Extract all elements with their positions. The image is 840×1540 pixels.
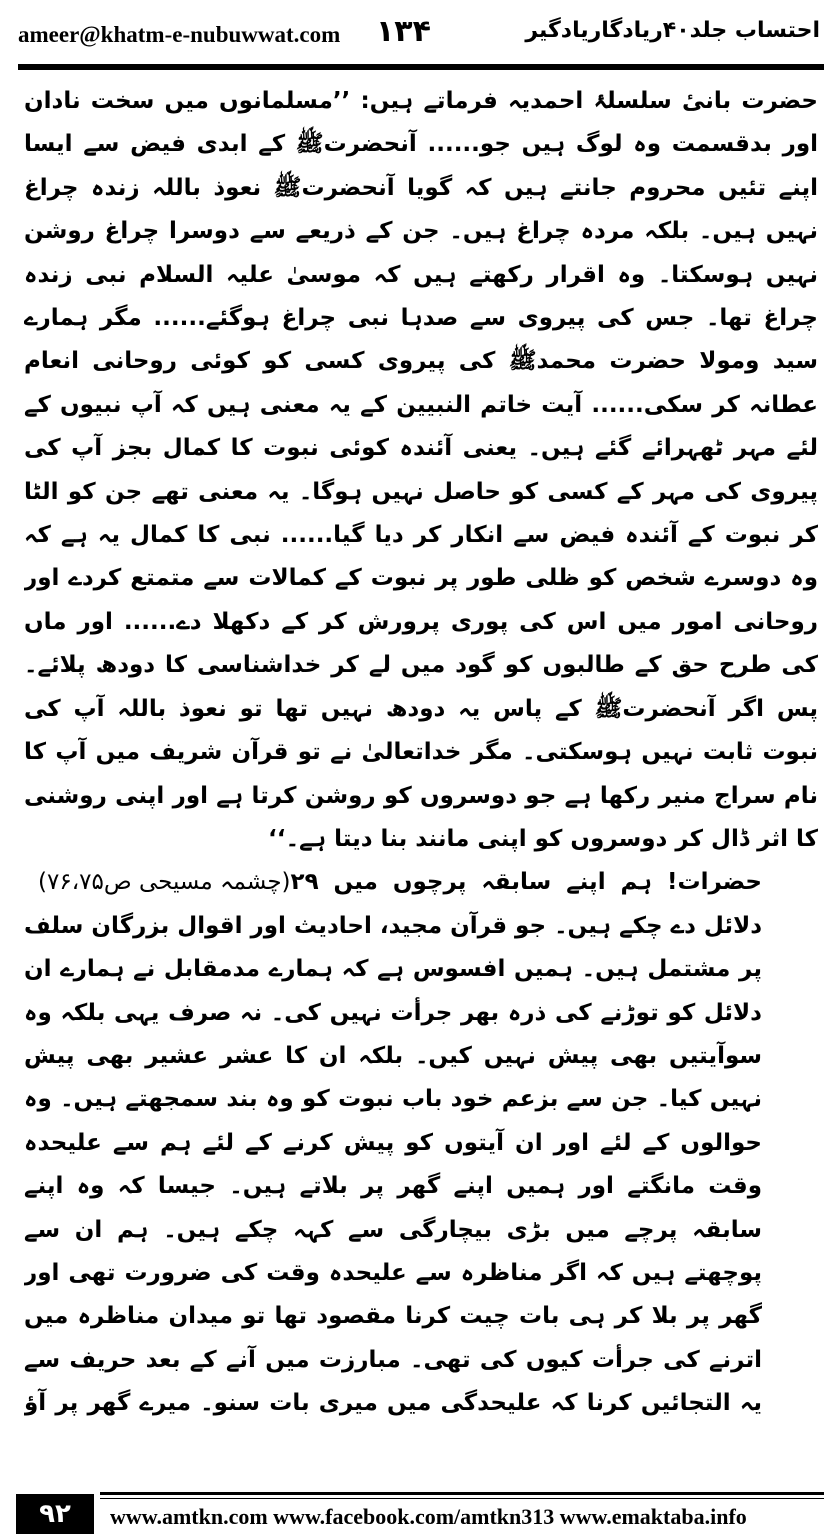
header-email: ameer@khatm-e-nubuwwat.com xyxy=(18,22,341,47)
page-footer xyxy=(0,1492,840,1540)
footer-rule xyxy=(100,1492,824,1495)
argument-paragraph: حضرات! ہم اپنے سابقہ پرچوں میں ۲۹ دلائل دے چکے ہیں۔ جو قرآن مجید، احادیث اور اقوال بزرگان سلف پر مشتمل ہیں۔ ہمیں افسوس ہے کہ ہمارے مدمقابل نے ہمارے ان دلائل کو توڑنے کی ذرہ بھر جرأت نہیں کی۔ نہ صرف یہی بلکہ وہ سوآیتیں بھی پیش نہیں کیں۔ بلکہ ان کا عشر عشیر بھی پیش نہیں کیا۔ جن سے بزعم خود باب نبوت کو وہ بند سمجھتے ہیں۔ وہ حوالوں کے لئے اور ان آیتوں کو پیش کرنے کے لئے ہم سے علیحدہ وقت مانگتے اور ہمیں اپنے گھر پر بلاتے ہیں۔ جیسا کہ وہ اپنے سابقہ پرچے میں بڑی بیچارگی سے کہہ چکے ہیں۔ ہم ان سے پوچھتے ہیں کہ اگر مناظرہ سے علیحدہ وقت کی ضرورت تھی اور گھر پر بلا کر ہی بات چیت کرنا مقصود تھا تو میدان مناظرہ میں اترنے کی جرأت کیوں کی تھی۔ مبارزت میں آنے کے بعد حریف سے یہ التجائیں کرنا کہ علیحدگی میں میری بات سنو۔ میرے گھر پر آؤ xyxy=(24,869,762,1417)
page-body xyxy=(24,80,818,1420)
footer-page-number: ۹۲ xyxy=(16,1494,94,1534)
quote-reference: (چشمہ مسیحی ص۷۶،۷۵) xyxy=(38,869,291,896)
header-page-number: ۱۳۴ xyxy=(376,14,431,49)
quote-paragraph xyxy=(24,80,818,896)
quote-text: حضرت بانیٔ سلسلۂ احمدیہ فرماتے ہیں: ’’مسلمانوں میں سخت نادان اور بدقسمت وہ لوگ ہیں جو...... آنحضرتﷺ کے ابدی فیض سے ایسا اپنے تئیں محروم جانتے ہیں کہ گویا آنحضرتﷺ نعوذ باللہ زندہ چراغ نہیں ہیں۔ بلکہ مردہ چراغ ہیں۔ جن کے ذریعے سے دوسرا چراغ روشن نہیں ہوسکتا۔ وہ اقرار رکھتے ہیں کہ موسیٰ علیہ السلام نبی زندہ چراغ تھا۔ جس کی پیروی سے صدہا نبی چراغ ہوگئے...... مگر ہمارے سید ومولا حضرت محمدﷺ کی پیروی کسی کو کوئی روحانی انعام عطانہ کر سکی...... آیت خاتم النبیین کے یہ معنی ہیں کہ آپ نبیوں کے لئے مہر ٹھہرائے گئے ہیں۔ یعنی آئندہ کوئی نبوت کا کمال بجز آپ کی پیروی کی مہر کے کسی کو حاصل نہیں ہوگا۔ یہ معنی تھے جن کو الٹا کر نبوت کے آئندہ فیض سے انکار کر دیا گیا...... نبی کا کمال یہ ہے کہ وہ دوسرے شخص کو ظلی طور پر نبوت کے کمالات سے متمتع کردے اور روحانی امور میں اس کی پوری پرورش کر کے دکھلا دے...... اور ماں کی طرح حق کے طالبوں کو گود میں لے کر خداشناسی کا دودھ پلائے۔ پس اگر آنحضرتﷺ کے پاس یہ دودھ نہیں تھا تو نعوذ باللہ آپ کی نبوت ثابت نہیں ہوسکتی۔ مگر خداتعالیٰ نے تو قرآن شریف میں آپ کا نام سراج منیر رکھا ہے جو دوسروں کو روشن کرتا ہے اور اپنی روشنی کا اثر ڈال کر دوسروں کو اپنی مانند بنا دیتا ہے۔‘‘ xyxy=(24,88,818,852)
page-header xyxy=(0,0,840,64)
footer-rule-thin xyxy=(100,1498,824,1499)
footer-links: www.amtkn.com www.facebook.com/amtkn313 www.emaktaba.info xyxy=(110,1504,747,1529)
header-rule xyxy=(18,64,824,70)
header-book-title: احتساب جلد۴۰ریادگاریادگیر xyxy=(525,18,820,43)
